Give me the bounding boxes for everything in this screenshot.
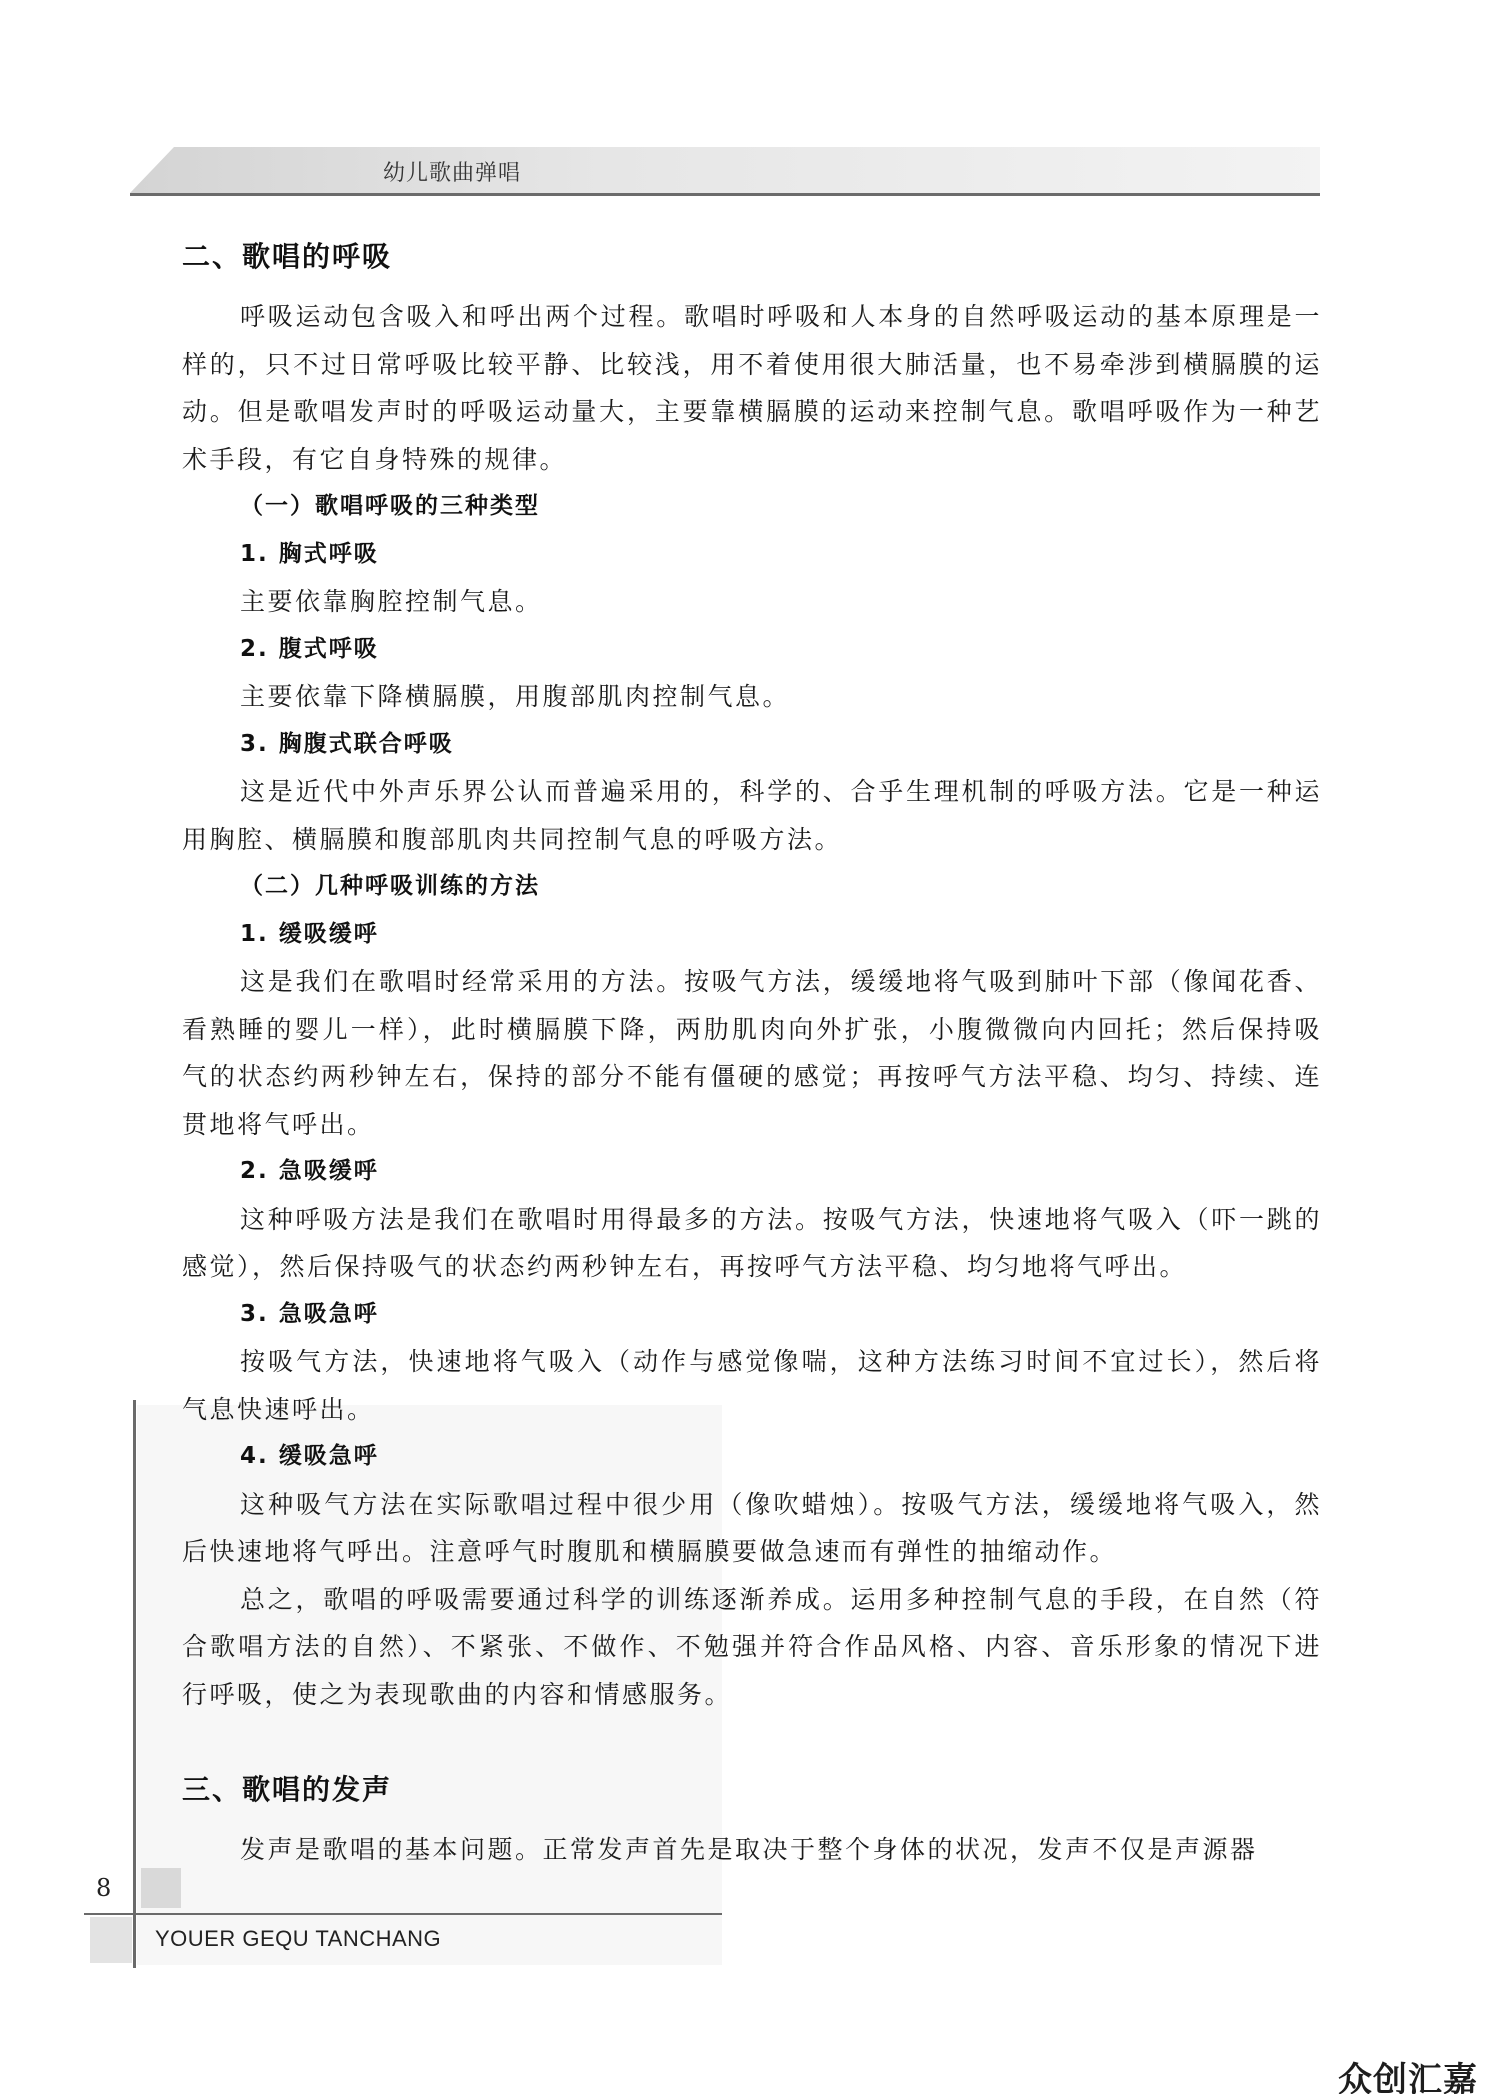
item-heading: 2. 腹式呼吸	[240, 635, 379, 662]
footer-box	[90, 1917, 132, 1963]
paragraph: 这种吸气方法在实际歌唱过程中很少用（像吹蜡烛）。按吸气方法，缓缓地将气吸入，然后快速地将气呼出。注意呼气时腹肌和横膈膜要做急速而有弹性的抽缩动作。	[182, 1489, 1322, 1566]
paragraph: 按吸气方法，快速地将气吸入（动作与感觉像喘，这种方法练习时间不宜过长），然后将气息快速呼出。	[182, 1347, 1322, 1424]
paragraph: 呼吸运动包含吸入和呼出两个过程。歌唱时呼吸和人本身的自然呼吸运动的基本原理是一样的，只不过日常呼吸比较平静、比较浅，用不着使用很大肺活量，也不易牵涉到横膈膜的运动。但是歌唱发声时的呼吸运动量大，主要靠横膈膜的运动来控制气息。歌唱呼吸作为一种艺术手段，有它自身特殊的规律。	[182, 302, 1322, 474]
item-heading: 1. 缓吸缓呼	[240, 920, 379, 947]
margin-vertical-rule	[133, 1400, 136, 1968]
footer-rule	[84, 1913, 722, 1915]
watermark-logo: 众创汇嘉	[1338, 2060, 1478, 2094]
paragraph: 这种呼吸方法是我们在歌唱时用得最多的方法。按吸气方法，快速地将气吸入（吓一跳的感觉），然后保持吸气的状态约两秒钟左右，再按呼气方法平稳、均匀地将气呼出。	[182, 1204, 1322, 1281]
item-heading: 3. 胸腹式联合呼吸	[240, 730, 454, 757]
page-number: 8	[96, 1874, 112, 1902]
header-rule	[130, 193, 1320, 196]
section-heading: 三、歌唱的发声	[182, 1773, 393, 1806]
item-heading: 3. 急吸急呼	[240, 1300, 379, 1327]
footer-book-title: YOUER GEQU TANCHANG	[155, 1926, 442, 1951]
paragraph: 这是近代中外声乐界公认而普遍采用的，科学的、合乎生理机制的呼吸方法。它是一种运用胸腔、横膈膜和腹部肌肉共同控制气息的呼吸方法。	[182, 777, 1322, 854]
paragraph: 主要依靠胸腔控制气息。	[240, 587, 543, 616]
paragraph: 发声是歌唱的基本问题。正常发声首先是取决于整个身体的状况，发声不仅是声源器	[240, 1835, 1258, 1864]
item-heading: 1. 胸式呼吸	[240, 540, 379, 567]
header-band	[130, 147, 1320, 193]
paragraph: 总之，歌唱的呼吸需要通过科学的训练逐渐养成。运用多种控制气息的手段，在自然（符合歌唱方法的自然）、不紧张、不做作、不勉强并符合作品风格、内容、音乐形象的情况下进行呼吸，使之为表现歌曲的内容和情感服务。	[182, 1584, 1322, 1709]
paragraph: 主要依靠下降横膈膜，用腹部肌肉控制气息。	[240, 682, 791, 711]
subsection-heading: （一）歌唱呼吸的三种类型	[240, 493, 540, 519]
page-body	[182, 235, 1322, 1874]
footer-box	[141, 1868, 181, 1908]
item-heading: 2. 急吸缓呼	[240, 1158, 379, 1184]
paragraph: 这是我们在歌唱时经常采用的方法。按吸气方法，缓缓地将气吸到肺叶下部（像闻花香、看熟睡的婴儿一样），此时横膈膜下降，两肋肌肉向外扩张，小腹微微向内回托；然后保持吸气的状态约两秒钟左右，保持的部分不能有僵硬的感觉；再按呼气方法平稳、均匀、持续、连贯地将气呼出。	[182, 967, 1322, 1139]
section-heading: 二、歌唱的呼吸	[182, 240, 393, 273]
running-header-title: 幼儿歌曲弹唱	[383, 161, 522, 186]
subsection-heading: （二）几种呼吸训练的方法	[240, 873, 540, 899]
item-heading: 4. 缓吸急呼	[240, 1443, 379, 1469]
